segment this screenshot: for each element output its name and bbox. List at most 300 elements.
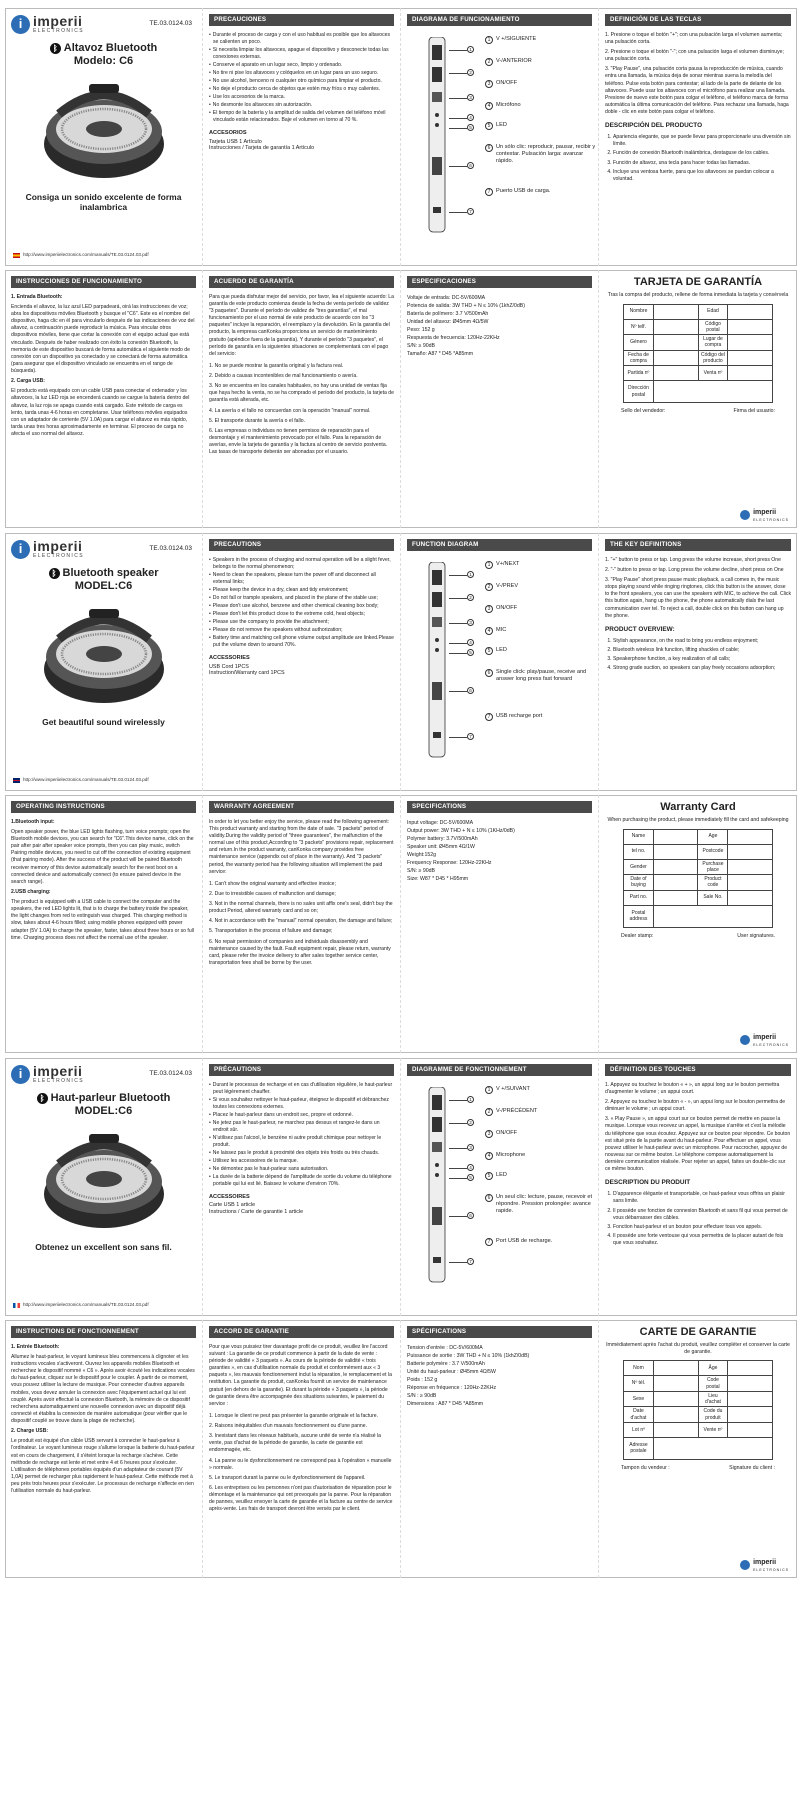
- warranty-card-label: Dirección postal: [624, 381, 654, 403]
- brand-subtitle: ELECTRONICS: [753, 1042, 789, 1047]
- diagram-item: [485, 669, 597, 713]
- diagram-marker: 4: [467, 1164, 474, 1171]
- warranty-card-field: [728, 366, 773, 381]
- overview-list: [605, 638, 791, 673]
- list-item: • Use los accesorios de la marca.: [209, 94, 394, 101]
- product-model: MODEL:C6: [74, 1104, 133, 1117]
- warranty-card-field: [653, 844, 698, 859]
- specs-item: Respuesta de frecuencia: 120Hz-22KHz: [407, 335, 500, 342]
- list-item: • Ne jetez pas le haut-parleur, ne marchez pas dessus et rangez-le dans un endroit sûr.: [209, 1120, 394, 1134]
- keys-paragraph: 3. « Play Pause », un appui court sur ce bouton permet de mettre en pause la musique. Lorsque vous recevez un appel, la musique s'arrête et c'est la mélodie du téléphone que vous écoutez. Appuyez sur ce bouton pour répondre. Ce bouton est situé près de la partie avant du haut-parleur. Pour effectuer un appel, vous pouvez utiliser le haut-parleur avec un microphone. Pour raccrocher, appuyez de nouveau sur ce même bouton. Le téléphone compose automatiquement la dernière communication réalisée. Pour rejeter un appel, faites un double-clic sur ce même bouton.: [605, 1116, 791, 1173]
- diagram-connector: [449, 575, 467, 576]
- operating-text: [11, 1344, 196, 1496]
- warranty-card-label: Edad: [698, 304, 728, 319]
- warranty_items-paragraph: 2. Raisons inéquitables d'un mauvais fonctionnement ou d'une panne.: [209, 1423, 367, 1429]
- warranty-card-label: Âge: [698, 1361, 728, 1376]
- warranty-agreement-panel: [203, 795, 401, 1053]
- logo-disc-icon: [740, 1560, 750, 1570]
- warranty-card-signatures: [621, 933, 775, 940]
- brand-name: imperii: [753, 1558, 777, 1566]
- warranty-card-signatures: [621, 1465, 775, 1472]
- diagram-item: [485, 80, 597, 102]
- list-item: • Battery time and matching cell phone volume output amplitude are linked.Please put the volume down to around 70%.: [209, 635, 394, 649]
- logo-disc-icon: [740, 1035, 750, 1045]
- ops-paragraph: Encienda el altavoz, la luz azul LED parpadeará, oirá las instrucciones de voz; abra los dispositivos móviles Bluetooth y busque el "C6". Este es el nombre del dispositivo, haga clic en él para vincularlo después de las indicaciones de voz del altavoz, a continuación puede reproducir la música. Para vincular otros dispositivos móviles, tiene que cortar la conexión con el equipo actual que está vinculado. Después de haber realizado con éxito la conexión Bluetooth, la memoria de este dispositivo buscará de forma automática el siguiente modo de conexión con un dispositivo ya conectado y se conectará de forma automática (para asegurar que el dispositivo vinculado se encuentra en el rango de búsqueda).: [11, 303, 195, 374]
- diagram-item: [485, 561, 597, 583]
- list-item: • No deje el producto cerca de objetos que estén muy fríos o muy calientes.: [209, 86, 394, 93]
- diagram-panel: [401, 1058, 599, 1316]
- warranty_items-paragraph: 2. Debido a causas incontenibles de mal funcionamiento o avería.: [209, 373, 358, 379]
- diagram-item: [485, 1108, 597, 1130]
- diagram-item: [485, 1172, 597, 1194]
- warranty-card-panel: [599, 1320, 797, 1578]
- keys-list: [605, 1082, 791, 1174]
- diagram-item-number: 3: [485, 605, 493, 613]
- accessories-item: USB Cord 1PCS: [209, 663, 249, 670]
- diagram-marker: 4: [467, 639, 474, 646]
- diagram-item-label: V+/NEXT: [496, 560, 520, 567]
- specs-item: Poids : 152 g: [407, 1377, 438, 1383]
- list-item: 4. Il possède une forte ventouse qui vous permettra de la placer autant de fois que vous souhaitez.: [613, 1233, 791, 1247]
- specs-list: [407, 294, 592, 359]
- keys-panel: [599, 8, 797, 266]
- specs-item: Tamaño: A87 * D45 *A85mm: [407, 351, 474, 358]
- warranty-card-subtitle: When purchasing the product, please immediately fill the card and safekeeping: [607, 816, 789, 823]
- warranty-card-row: [624, 890, 773, 905]
- warranty-card-row: [624, 1361, 773, 1376]
- warranty-card-field: [728, 350, 773, 366]
- operating-text: [11, 294, 196, 438]
- operating-text: [11, 819, 196, 942]
- list-item: • Durant le processus de recharge et en cas d'utilisation régulière, le haut-parleur peut légèrement chauffer.: [209, 1082, 394, 1096]
- warranty-card-field: [728, 304, 773, 319]
- diagram-connector: [449, 598, 467, 599]
- diagram-item-number: 7: [485, 1238, 493, 1246]
- manual-url: [13, 252, 149, 258]
- warranty-card-field: [653, 875, 698, 891]
- list-item: 2. Bluetooth wireless link function, lifting shackles of cable;: [613, 647, 791, 654]
- specs-item: Speaker unit: Ø45mm 4Ω/1W: [407, 843, 475, 850]
- accessories: [209, 1194, 394, 1216]
- diagram-item-label: Un sólo clic: reproducir, pausar, recibir y contestar. Pulsación larga: avanzar rápido.: [496, 143, 596, 164]
- warranty-card-field: [728, 859, 773, 875]
- diagram-item: [485, 1086, 597, 1108]
- ops-paragraph: The product is equipped with a USB cable to connect the computer and the speakers, the red LED lights lit, that is to charge the battery inside the speaker, the light changes from red to extinguish was charged. This charging method is slow, takes about 4-6 hours filled; using mobile phones equipped with power adapter (5V 1.0A) to charge the speaker, faster, takes about three hours or so full time. Charging process does not affect the normal use of the speaker.: [11, 899, 194, 941]
- warranty-card-label: Partida nº: [624, 366, 654, 381]
- logo-disc-icon: i: [11, 1065, 30, 1084]
- list-item: • Please don't let this product close to the extreme cold, heat objects;: [209, 611, 394, 618]
- list-item: • Please don't use alcohol, benzene and other chemical cleaning box body;: [209, 603, 394, 610]
- precautions-list: [209, 32, 394, 124]
- list-item: • Need to clean the speakers, please turn the power off and disconnect all external links;: [209, 572, 394, 586]
- ops-paragraph: 1. Entrada Bluetooth:: [11, 293, 63, 300]
- warranty-card-label: Fecha de compra: [624, 350, 654, 366]
- brand-name: imperii: [33, 1063, 83, 1079]
- diagram-item-label: V +/SUIVANT: [496, 1085, 530, 1092]
- diagram-item-label: LED: [496, 121, 507, 128]
- warranty-card-logo: [740, 1034, 789, 1047]
- manual-url-text: http://www.imperiielectronics.com/manuals/TE.03.0124.03.pdf: [23, 252, 149, 258]
- list-item: • No use alcohol, benceno ni cualquier otro químico para limpiar el producto.: [209, 78, 394, 85]
- diagram-items: [485, 1086, 597, 1258]
- diagram-header: DIAGRAMME DE FONCTIONNEMENT: [407, 1064, 592, 1076]
- speaker-image: [39, 74, 169, 186]
- bluetooth-icon: ᛒ: [37, 1093, 48, 1104]
- warranty-card-label: Nom: [624, 1361, 654, 1376]
- slogan: Obtenez un excellent son sans fil.: [35, 1241, 172, 1252]
- brand-name: imperii: [753, 508, 777, 516]
- overview-title: PRODUCT OVERVIEW:: [605, 625, 675, 633]
- diagram-item: [485, 102, 597, 122]
- warranty-card-label: Venta nº: [698, 366, 728, 381]
- precautions-panel: [203, 533, 401, 791]
- manual-back-sheet: [5, 1320, 797, 1578]
- manual-front-sheet: [5, 8, 797, 266]
- warranty_items-paragraph: 1. Can't show the original warranty and effective invoice;: [209, 880, 336, 887]
- seller-stamp-label: Sello del vendedor:: [621, 408, 666, 414]
- keys-list: [605, 32, 791, 116]
- ops-paragraph: Open speaker power, the blue LED lights flashing, turn voice prompts; open the Bluetooth mobile devices, you can search for "C6".This device name, click on the pair after pair after speaker voice prompts, then you can play music, switch Pairing mobile devices, you need to cut off the connection of existing equipment (that pairing mode). After the success of the product will be paired Bluetooth receiver memory of this device automatically search for the next boot on a connected device and automatically connect (to ensure paired device in the search range).: [11, 828, 194, 885]
- warranty-card-row: [624, 1391, 773, 1407]
- warranty-card-title: CARTE DE GARANTIE: [639, 1326, 757, 1338]
- diagram-item: [485, 713, 597, 733]
- diagram-marker: 2: [467, 594, 474, 601]
- diagram-item: [485, 58, 597, 80]
- diagram-item-label: Puerto USB de carga.: [496, 187, 551, 194]
- list-item: • Durante el proceso de carga y con el uso habitual es posible que los altavoces se calienten un poco.: [209, 32, 394, 46]
- diagram-item: [485, 122, 597, 144]
- keys-header: DEFINICIÓN DE LAS TECLAS: [605, 14, 791, 26]
- seller-stamp-label: Tampon du vendeur :: [621, 1464, 670, 1471]
- diagram-marker: 6: [467, 162, 474, 169]
- specs-item: Voltaje de entrada: DC-5V/600MA: [407, 294, 486, 301]
- warranty-card-label: Gender: [624, 859, 654, 875]
- warranty-card-label: Código postal: [698, 319, 728, 335]
- list-item: 3. Función de altavoz, una tecla para hacer todas las llamadas.: [613, 160, 791, 167]
- warranty-card-row: [624, 1422, 773, 1437]
- model-code: TE.03.0124.03: [149, 545, 192, 552]
- specs-item: Size: W87 * D45 * H95mm: [407, 876, 469, 883]
- specs-panel: [401, 1320, 599, 1578]
- warranty-card-field: [728, 875, 773, 891]
- diagram-connector: [449, 1100, 467, 1101]
- warranty-card-title: Warranty Card: [660, 801, 736, 813]
- diagram-item-label: Un seul clic: lecture, pause, recevoir et répondre. Pression prolongée: avance rapide.: [496, 1193, 593, 1214]
- model-code: TE.03.0124.03: [149, 20, 192, 27]
- logo-disc-icon: [740, 510, 750, 520]
- warranty-card-label: Part no.: [624, 890, 654, 905]
- warranty-card-row: [624, 1376, 773, 1392]
- warranty_items-paragraph: 4. La panne ou le dysfonctionnement ne correspond pas à l'opération « manuelle » normale.: [209, 1457, 392, 1471]
- warranty-card-subtitle: Tras la compra del producto, rellene de forma inmediata la tarjeta y consérvela: [607, 291, 789, 298]
- warranty_items-paragraph: 4. La avería o el fallo no concuerdan con la operación "manual" normal.: [209, 407, 371, 414]
- warranty-intro: Para que pueda disfrutar mejor del servicio, por favor, lea el siguiente acuerdo: La garantía de este producto comienza desde la fecha de venta período de validez "3 paquetes". Durante el período de validez de "tres garantías", el mal funcionamiento por el uso normal de este producto de acuerdo con los "3 paquetes" incluye la reparación, el reemplazo y la devolución. En la garantía del producto, la empresa canKonka proporciona un servicio de mantenimiento gratuito (apéndice fuera de la garantía). Y durante el período "3 paquetes", el período de garantía en la siguientes situaciones se complementará con el pago del servicio:: [209, 293, 394, 357]
- ops-paragraph: Le produit est équipé d'un câble USB servant à connecter le haut-parleur à l'ordinateur. Le voyant lumineux rouge s'allume lorsque la batterie du haut-parleur est en cours de chargement, il s'éteint lorsque la recharge s'achève. Cette méthode de recharge est lente et met entre 4 et 6 heures pour s'exécuter. L'utilisation de téléphones portables équipés d'un adaptateur de courant (5V 1,0A) permet de recharger plus rapidement le haut-parleur. Cette méthode met à peu près trois heures pour s'exécuter. Le processus de recharge n'affecte en rien l'utilisation normale du haut-parleur.: [11, 1438, 195, 1495]
- warranty-card-label: tel no.: [624, 844, 654, 859]
- diagram-connector: [449, 623, 467, 624]
- specs-item: Tension d'entrée : DC-5V/600MA: [407, 1344, 483, 1351]
- brand-name: imperii: [753, 1033, 777, 1041]
- warranty-card-field: [653, 1391, 698, 1407]
- warranty-card-panel: [599, 795, 797, 1053]
- specs-item: Réponse en fréquence : 120Hz-22KHz: [407, 1385, 497, 1392]
- diagram-item-label: Port USB de recharge.: [496, 1237, 553, 1244]
- diagram-item-number: 5: [485, 122, 493, 130]
- ops-paragraph: Allumez le haut-parleur, le voyant lumineux bleu commencera à clignoter et les instructions vocales s'activeront. Ouvrez les appareils mobiles Bluetooth et recherchez le dispositif nommé « C6 ». Après avoir écouté les indications vocales du haut-parleur, cliquez sur le dispositif pour le coupler. À partir de ce moment, vous pouvez utiliser la lecture de musique. Pour connecter d'autres appareils mobiles, vous devez annuler la connexion avec l'équipement actuel qui lui est couplé. Après avoir effectué la connexion Bluetooth, la mémoire de ce dispositif recherchera automatiquement une nouvelle connexion avec un dispositif déjà connecté et établira la connexion de manière automatique (pour vérifier que le dispositif couplé se trouve dans la plage de recherche).: [11, 1353, 195, 1424]
- diagram-header: DIAGRAMA DE FUNCIONAMIENTO: [407, 14, 592, 26]
- specs-header: ESPECIFICACIONES: [407, 276, 592, 288]
- cover-panel: [5, 8, 203, 266]
- diagram-item: [485, 583, 597, 605]
- ops-paragraph: 1. Entrée Bluetooth:: [11, 1343, 60, 1350]
- diagram-items: [485, 561, 597, 733]
- brand-name: imperii: [33, 13, 83, 29]
- diagram-item: [485, 188, 597, 208]
- diagram-connector: [449, 98, 467, 99]
- warranty-intro: Pour que vous puissiez tirer davantage profit de ce produit, veuillez lire l'accord suivant : La garantie de ce produit commence à partir de la date de vente : période de validité « 3 paquets ». Au cours de la période de validité « trois garanties », en cas d'utilisation normale du produit et conformément aux « 3 paquets », les mauvais fonctionnement inclut la réparation, le remplacement et la restitution. La garantie du produit, canKonka fournit un service de maintenance gratuit (en dehors de la garantie). Et durant la période « 3 paquets », la période de garantie devra être accompagnée des situations suivantes, le paiement du service :: [209, 1343, 392, 1407]
- warranty-card-subtitle: Immédiatement après l'achat du produit, veuillez compléter et conserver la carte de garantie.: [606, 1341, 790, 1355]
- warranty-card-label: Code du produit: [698, 1407, 728, 1423]
- warranty-card-field: [728, 319, 773, 335]
- manual-front-sheet: [5, 533, 797, 791]
- warranty_items-paragraph: 5. El transporte durante la avería o el fallo.: [209, 417, 305, 424]
- warranty-card-row: [624, 1407, 773, 1423]
- accessories-item: Instructions / Carte de garantie 1 article: [209, 1209, 304, 1216]
- specs-panel: [401, 270, 599, 528]
- diagram-item-number: 1: [485, 561, 493, 569]
- diagram-item-number: 7: [485, 713, 493, 721]
- list-item: 1. Stylish appearance, on the road to bring you endless enjoyment;: [613, 638, 791, 645]
- warranty-card-field: [728, 829, 773, 844]
- diagram-item-label: Micrófono: [496, 101, 521, 108]
- product-title: ᛒ Bluetooth speaker MODEL:C6: [11, 567, 196, 592]
- diagram-item: [485, 36, 597, 58]
- list-item: 2. Función de conexión Bluetooth inalámbrica, destaguse de los cables.: [613, 150, 791, 157]
- diagram-marker: 7: [467, 208, 474, 215]
- list-item: 2. Il possède une fonction de connexion Bluetooth et sans fil qui vous permet de vous débarrasser des câbles.: [613, 1208, 791, 1222]
- warranty-card-row: [624, 844, 773, 859]
- list-item: 4. Incluye una ventosa fuerte, para que los altavoces se puedan colocar a voluntad.: [613, 169, 791, 183]
- warranty-card-row: [624, 304, 773, 319]
- bluetooth-icon: ᛒ: [49, 568, 60, 579]
- warranty-card-row: [624, 319, 773, 335]
- list-item: • N'utilisez pas l'alcool, le benzène ni autre produit chimique pour nettoyer le produit.: [209, 1135, 394, 1149]
- specs-list: [407, 819, 592, 884]
- accessories-list: [209, 664, 394, 678]
- warranty-card-field: [653, 366, 698, 381]
- warranty-card-field: [653, 859, 698, 875]
- warranty-card-field: [728, 890, 773, 905]
- diagram-item-number: 7: [485, 188, 493, 196]
- warranty-card-field: [653, 1407, 698, 1423]
- speaker-side-icon: [427, 562, 447, 762]
- product-model: MODEL:C6: [74, 579, 133, 592]
- list-item: • Ne démontez pas le haut-parleur sans autorisation.: [209, 1166, 394, 1173]
- list-item: • Si necesita limpiar los altavoces, apague el dispositivo y desconecte todas las conexiones externas.: [209, 47, 394, 61]
- warranty-card-label: Date d'achat: [624, 1407, 654, 1423]
- diagram-items: [485, 36, 597, 208]
- keys-panel: [599, 533, 797, 791]
- diagram-item: [485, 1152, 597, 1172]
- warranty-card-row: [624, 1437, 773, 1459]
- list-item: • No tire ni pise los altavoces y colóquelos en un lugar para un uso seguro.: [209, 70, 394, 77]
- list-item: 3. Fonction haut-parleur et un bouton pour effectuer tous vos appels.: [613, 1224, 791, 1231]
- overview-title: DESCRIPTION DU PRODUIT: [605, 1179, 691, 1187]
- diagram-connector: [449, 1262, 467, 1263]
- warranty-header: ACCORD DE GARANTIE: [209, 1326, 394, 1338]
- list-item: • Do not fall or trample speakers, and placed in the plane of the stable use;: [209, 595, 394, 602]
- ops-paragraph: 2. Charge USB:: [11, 1428, 49, 1435]
- diagram-connector: [449, 691, 467, 692]
- warranty-card-label: Purchase place: [698, 859, 728, 875]
- warranty_items-paragraph: 4. Not in accordance with the "manual" normal operation, the damage and failure;: [209, 918, 393, 925]
- diagram-item-label: V-/PREV: [496, 582, 519, 589]
- warranty-card-field: [653, 304, 698, 319]
- diagram-item-number: 6: [485, 1194, 493, 1202]
- specs-item: Batterie polymère : 3.7 V/500mAh: [407, 1360, 485, 1367]
- warranty-card-field: [653, 381, 772, 403]
- warranty-card-field: [653, 905, 772, 927]
- operating-header: OPERATING INSTRUCTIONS: [11, 801, 196, 813]
- warranty-card-label: Date of buying: [624, 875, 654, 891]
- diagram-marker: 3: [467, 619, 474, 626]
- accessories-title: ACCESORIOS: [209, 129, 247, 136]
- warranty-card-label: Name: [624, 829, 654, 844]
- warranty-card-field: [653, 890, 698, 905]
- warranty-card-label: Sexe: [624, 1391, 654, 1407]
- manual-url-text: http://www.imperiielectronics.com/manuals/TE.03.0124.03.pdf: [23, 777, 149, 783]
- diagram-item-label: MIC: [496, 626, 507, 633]
- warranty-card-label: Nº tél.: [624, 1376, 654, 1392]
- warranty-card-field: [653, 1437, 772, 1459]
- warranty-card-signatures: [621, 408, 775, 415]
- list-item: • Ne laissez pas le produit à proximité des objets très froids ou très chauds.: [209, 1150, 394, 1157]
- accessories-title: ACCESSORIES: [209, 654, 250, 661]
- warranty-card-field: [728, 1361, 773, 1376]
- operating-panel: [5, 270, 203, 528]
- diagram-item-label: USB recharge port: [496, 712, 543, 719]
- specs-item: Output power: 3W THD + N ≤ 10% (1KHz/0dB): [407, 827, 515, 834]
- precautions-header: PRECAUCIONES: [209, 14, 394, 26]
- flag-icon: [13, 253, 20, 258]
- diagram-item-number: 2: [485, 58, 493, 66]
- warranty-items: [209, 881, 394, 967]
- user-signature-label: User signatures.: [737, 932, 775, 939]
- precautions-list: [209, 557, 394, 649]
- keys-paragraph: 2. Presione o toque el botón "-"; con una pulsación larga el volumen disminuye; una pulsación corta.: [605, 49, 784, 63]
- operating-header: INSTRUCTIONS DE FONCTIONNEMENT: [11, 1326, 196, 1338]
- diagram-item: [485, 605, 597, 627]
- accessories: [209, 130, 394, 152]
- flag-icon: [13, 778, 20, 783]
- specs-item: Peso: 152 g: [407, 327, 435, 333]
- diagram-item-label: Single click: play/pause, receive and answer long press fast forward: [496, 668, 587, 682]
- warranty-intro: In order to let you better enjoy the service, please read the following agreement: This product warranty and starting from the date of sale. "3 packets" period of validity.During the validity period of "three guarantees", the malfunction of the normal use of this product,According to "3 packets" provisions repair, replacement and return.In the product warranty, canKonka company provides free maintenance service (appendix out of place in the warranty). And "3 packets" period, the warranty period has the following situation will implement the paid service:: [209, 818, 394, 875]
- user-signature-label: Firma del usuario:: [733, 408, 775, 414]
- list-item: • El tiempo de la batería y la amplitud de salida del volumen del teléfono móvil vinculado están relacionados. Baje el volumen en torno al 70 %.: [209, 110, 394, 124]
- list-item: • Placez le haut-parleur dans un endroit sec, propre et ordonné.: [209, 1112, 394, 1119]
- warranty_items-paragraph: 3. Inexistant dans les réseaux habituels, aucune unité de vente n'a réalisé la vente, pas d'achat de la période de garantie, la carte de garantie est endommagée, etc.: [209, 1433, 382, 1454]
- function-diagram: [407, 557, 592, 772]
- specs-item: S/N: ≥ 90dB: [407, 868, 435, 875]
- warranty-card-row: [624, 875, 773, 891]
- warranty-card-label: Adresse postale: [624, 1437, 654, 1459]
- brand-subtitle: ELECTRONICS: [33, 28, 84, 34]
- seller-stamp-label: Dealer stamp:: [621, 932, 654, 939]
- manual-front-sheet: [5, 1058, 797, 1316]
- warranty-card-label: Age: [698, 829, 728, 844]
- diagram-marker: 6: [467, 1212, 474, 1219]
- diagram-marker: 1: [467, 1096, 474, 1103]
- product-title: ᛒ Altavoz Bluetooth Modelo: C6: [11, 42, 196, 67]
- warranty-card-field: [653, 350, 698, 366]
- manual-back-sheet: [5, 270, 797, 528]
- keys-paragraph: 2. Appuyez ou touchez le bouton « - », un appui long sur le bouton permettra de diminuer le volume ; un appui court.: [605, 1099, 786, 1113]
- keys-paragraph: 1. Appuyez ou touchez le bouton « + », un appui long sur le bouton permettra d'augmenter le volume ; un appui court.: [605, 1081, 780, 1095]
- product-model: Modelo: C6: [73, 54, 134, 67]
- warranty_items-paragraph: 5. Le transport durant la panne ou le dysfonctionnement de l'appareil.: [209, 1474, 366, 1481]
- diagram-marker: 4: [467, 114, 474, 121]
- list-item: • La durée de la batterie dépend de l'amplitude de sortie du volume du téléphone portable qui lui est lié. Baissez le volume d'environ 70%.: [209, 1174, 394, 1188]
- diagram-connector: [449, 737, 467, 738]
- diagram-marker: 7: [467, 733, 474, 740]
- diagram-connector: [449, 128, 467, 129]
- brand-subtitle: ELECTRONICS: [33, 553, 84, 559]
- accessories-item: Instrucciones / Tarjeta de garantía 1 Artículo: [209, 145, 315, 152]
- list-item: • Conserve el aparato en un lugar seco, limpio y ordenado.: [209, 62, 394, 69]
- warranty-card-field: [728, 335, 773, 351]
- list-item: 3. Speakerphone function, a key realization of all calls;: [613, 656, 791, 663]
- diagram-marker: 1: [467, 571, 474, 578]
- diagram-connector: [449, 50, 467, 51]
- diagram-item-label: LED: [496, 646, 507, 653]
- diagram-item-label: V-/PRÉCÉDENT: [496, 1107, 538, 1114]
- specs-item: S/N: ≥ 90dB: [407, 343, 435, 350]
- diagram-item: [485, 627, 597, 647]
- diagram-connector: [449, 643, 467, 644]
- diagram-item-number: 4: [485, 1152, 493, 1160]
- cover-panel: [5, 533, 203, 791]
- precautions-list: [209, 1082, 394, 1188]
- diagram-connector: [449, 1148, 467, 1149]
- list-item: • Please do not remove the speakers without authorization;: [209, 627, 394, 634]
- precautions-panel: [203, 8, 401, 266]
- diagram-connector: [449, 1216, 467, 1217]
- function-diagram: [407, 32, 596, 247]
- diagram-item-label: V-/ANTERIOR: [496, 57, 532, 64]
- function-diagram: [407, 1082, 592, 1297]
- specs-item: Frequency Response: 120Hz-22KHz: [407, 860, 492, 867]
- specs-item: Batería de polímero: 3.7 V/500mAh: [407, 310, 489, 317]
- diagram-item-number: 3: [485, 1130, 493, 1138]
- accessories-list: [209, 1202, 394, 1216]
- warranty-card-panel: [599, 270, 797, 528]
- warranty-card-field: [728, 1391, 773, 1407]
- ops-paragraph: 2.USB charging:: [11, 888, 51, 895]
- list-item: • Si vous souhaitez nettoyer le haut-parleur, éteignez le dispositif et débranchez toutes les connexions externes.: [209, 1097, 394, 1111]
- warranty-card-label: Lieu d'achat: [698, 1391, 728, 1407]
- warranty-card-field: [653, 335, 698, 351]
- warranty_items-paragraph: 6. Las empresas o individuos no tienen permisos de reparación para el desmontaje y el mantenimiento provocado por el fallo. Para la reparación de averías, envíe la tarjeta de garantía y la factura al centro de servicio postventa. Las tasas de transporte deberán ser abonadas por el usuario.: [209, 427, 388, 456]
- diagram-marker: 3: [467, 1144, 474, 1151]
- diagram-marker: 6: [467, 687, 474, 694]
- specs-item: Input voltage: DC-5V/600MA: [407, 819, 474, 826]
- warranty_items-paragraph: 1. Lorsque le client ne peut pas présenter la garantie originale et la facture.: [209, 1412, 379, 1419]
- warranty-card-field: [728, 1422, 773, 1437]
- warranty-card-label: Sale No.: [698, 890, 728, 905]
- cover-panel: [5, 1058, 203, 1316]
- warranty_items-paragraph: 3. Not in the normal channels, there is no sales unit affix one's seal, didn't buy the product Period, altered warranty card and so on;: [209, 901, 393, 915]
